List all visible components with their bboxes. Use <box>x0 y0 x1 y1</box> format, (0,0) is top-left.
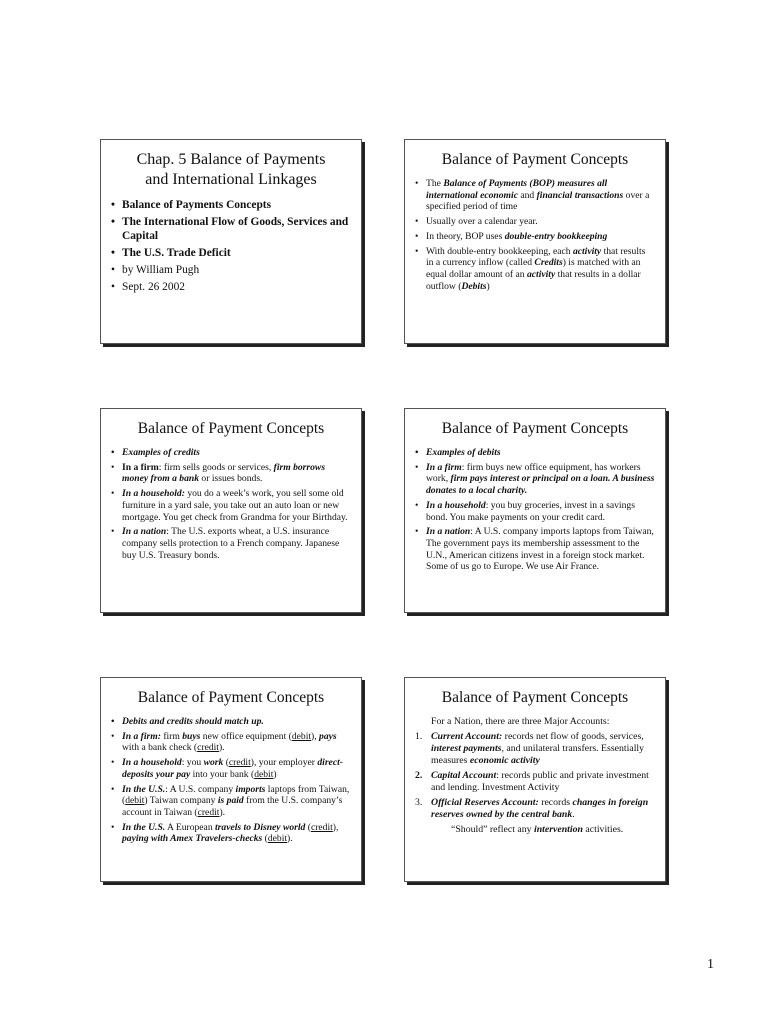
capital-account-item: 2. Capital Account: records public and private investment and lending. Investment Activity <box>415 770 649 793</box>
slide-1-title <box>111 150 351 190</box>
bullet-bop-definition: • The Balance of Payments (BOP) measures all international economic and financial transactions over a specified period of time <box>415 178 655 213</box>
slide-1 <box>100 139 362 344</box>
bullet-firm-debits: • In a firm: firm buys new office equipment, has workers work, firm pays interest or principal on a loan. A business donates to a local charity. <box>415 462 655 497</box>
bullet-match-up: • Debits and credits should match up. <box>111 716 351 728</box>
accounts-list <box>415 731 655 821</box>
slide-1-bullets <box>111 198 351 294</box>
slide-2-bullets <box>415 178 655 292</box>
slide-6-title: Balance of Payment Concepts <box>441 689 629 706</box>
bullet-bop-concepts: • Balance of Payments Concepts <box>111 198 351 212</box>
slide-5-bullets <box>111 716 351 845</box>
bullet-nation-debits: • In a nation: A U.S. company imports laptops from Taiwan, The government pays its membership assessment to the U.N., American citizens invest in a foreign stock market. Some of us go to Europe. We use Air France. <box>415 526 655 573</box>
slide-1-title-line2: and International Linkages <box>145 171 317 188</box>
bullet-firm-example: • In a firm: firm buys new office equipment (debit), pays with a bank check (credit). <box>111 731 351 754</box>
slide-1-title-line1: Chap. 5 Balance of Payments <box>136 151 326 168</box>
slide-6-intro: For a Nation, there are three Major Accounts: <box>431 716 610 727</box>
bullet-household-example: • In a household: you work (credit), your employer direct-deposits your pay into your bank (debit) <box>111 757 351 780</box>
slide-5 <box>100 677 362 882</box>
bullet-credits-debits: • With double-entry bookkeeping, each activity that results in a currency inflow (called Credits) is matched with an equal dollar amount of an activity that results in a dollar outflow (Debits) <box>415 246 655 293</box>
slide-3 <box>100 408 362 613</box>
bullet-household-debits: • In a household: you buy groceries, invest in a savings bond. You make payments on your credit card. <box>415 500 655 523</box>
bullet-calendar-year: • Usually over a calendar year. <box>415 216 655 228</box>
current-account-item: 1. Current Account: records net flow of goods, services, interest payments, and unilateral transfers. Essentially measures economic activity <box>415 731 645 766</box>
page-number: 1 <box>707 957 714 972</box>
intervention-note: “Should” reflect any intervention activities. <box>451 824 624 835</box>
bullet-trade-deficit: • The U.S. Trade Deficit <box>111 246 351 260</box>
bullet-nation-credits: • In a nation: The U.S. exports wheat, a U.S. insurance company sells protection to a French company. Japanese buy U.S. Treasury bonds. <box>111 526 351 561</box>
official-reserves-item: 3. Official Reserves Account: records changes in foreign reserves owned by the central bank. <box>415 797 649 820</box>
slide-5-title: Balance of Payment Concepts <box>137 689 325 706</box>
slide-3-bullets <box>111 447 351 561</box>
slide-2-title: Balance of Payment Concepts <box>441 151 629 168</box>
slide-4-bullets <box>415 447 655 573</box>
slide-2 <box>404 139 666 344</box>
slide-4 <box>404 408 666 613</box>
bullet-international-flow: • The International Flow of Goods, Services and Capital <box>111 215 351 243</box>
bullet-household-credits: • In a household: you do a week’s work, you sell some old furniture in a yard sale, you take out an auto loan or new mortgage. You get check from Grandma for your Birthday. <box>111 488 351 523</box>
bullet-us-laptop-example: • In the U.S.: A U.S. company imports laptops from Taiwan, (debit) Taiwan company is paid from the U.S. company’s account in Taiwan (credit). <box>111 784 351 819</box>
slide-6 <box>404 677 666 882</box>
bullet-date: • Sept. 26 2002 <box>111 280 351 294</box>
bullet-double-entry: • In theory, BOP uses double-entry bookkeeping <box>415 231 655 243</box>
slide-4-title: Balance of Payment Concepts <box>441 420 629 437</box>
bullet-firm-credits: • In a firm: firm sells goods or services, firm borrows money from a bank or issues bonds. <box>111 462 351 485</box>
slide-3-title: Balance of Payment Concepts <box>137 420 325 437</box>
bullet-examples-credits: • Examples of credits <box>111 447 351 459</box>
bullet-examples-debits: • Examples of debits <box>415 447 655 459</box>
bullet-author: • by William Pugh <box>111 263 351 277</box>
bullet-us-disney-example: • In the U.S. A European travels to Disney world (credit), paying with Amex Travelers-checks (debit). <box>111 822 351 845</box>
